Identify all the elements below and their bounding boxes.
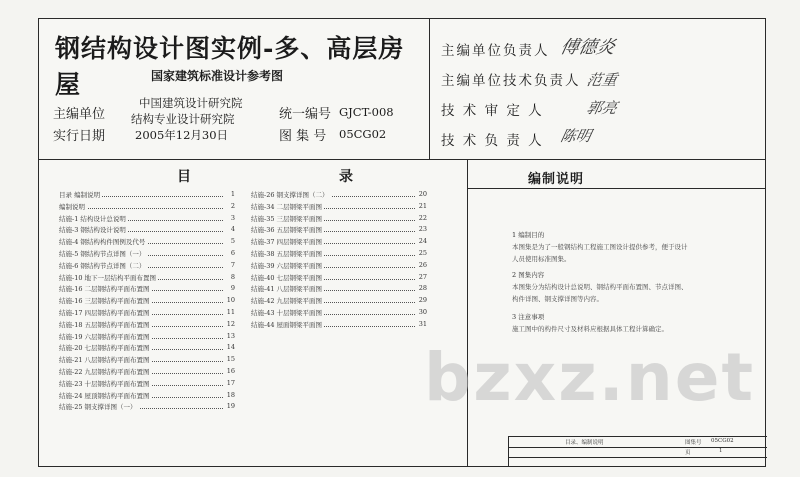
toc-entry-label: 结施-4 钢结构构件图例及代号 — [59, 238, 146, 247]
toc-entry-label: 结施-42 九层钢梁平面图 — [251, 297, 323, 306]
title-panel — [39, 19, 430, 159]
toc-entry-label: 目录 编制说明 — [59, 191, 101, 199]
toc-entry-label: 结施-36 五层钢梁平面图 — [251, 226, 323, 235]
toc-entry-page: 18 — [226, 390, 235, 399]
section-heading: 1 编制目的 — [512, 231, 545, 239]
toc-entry-page: 3 — [230, 213, 235, 222]
section-heading: 2 图集内容 — [512, 271, 545, 279]
toc-entry — [251, 284, 427, 296]
toc-entry-label: 结施-38 五层钢梁平面图 — [251, 249, 323, 258]
toc-entry — [59, 320, 235, 332]
explanation-panel — [467, 160, 766, 466]
toc-entry-page: 25 — [418, 248, 427, 257]
toc-entry-label: 结施-44 屋面钢梁平面图 — [251, 320, 323, 329]
toc-entry — [251, 261, 427, 273]
toc-entry — [59, 296, 235, 308]
toc-entry-page: 29 — [418, 296, 427, 305]
toc-entry — [251, 320, 427, 332]
toc-entry — [59, 379, 235, 391]
toc-entry — [59, 261, 235, 273]
toc-entry — [251, 273, 427, 285]
toc-left-column — [59, 190, 235, 414]
toc-entry-label: 结施-37 四层钢梁平面图 — [251, 238, 323, 247]
atlas-subtitle: 国家建筑标准设计参考图 — [151, 69, 284, 83]
divider — [468, 188, 766, 189]
toc-entry-page: 8 — [230, 272, 235, 281]
toc-entry — [59, 225, 235, 237]
signature: 傅德炎 — [558, 37, 617, 58]
toc-entry-label: 结施-1 结构设计总说明 — [59, 214, 126, 223]
toc-entry-page: 4 — [230, 225, 235, 234]
toc-entry-label: 结施-26 钢支撑详图（二） — [251, 191, 329, 199]
section-text: 本图集是为了一般钢结构工程施工图设计提供参考，便于设计人员使用标准图集。 — [512, 243, 688, 263]
toc-entry-page: 11 — [226, 307, 235, 316]
toc-entry-page: 12 — [226, 319, 235, 328]
toc-entry-page: 19 — [226, 402, 235, 411]
toc-entry-page: 20 — [418, 190, 427, 198]
date-label: 实行日期 — [53, 129, 106, 144]
toc-entry-label: 结施-43 十层钢梁平面图 — [251, 308, 323, 317]
atlas-no-value: 05CG02 — [339, 127, 387, 141]
toc-entry — [251, 308, 427, 320]
explanation-title: 编制说明 — [528, 172, 585, 187]
sheet-name: 目录、编制说明 — [565, 440, 604, 446]
toc-entry-page: 7 — [230, 260, 235, 269]
toc-entry-page: 5 — [230, 237, 235, 246]
toc-entry — [59, 284, 235, 296]
date-value: 2005年12月30日 — [135, 128, 229, 142]
toc-entry-label: 结施-21 八层钢结构平面布置图 — [59, 356, 150, 365]
editor-label: 主编单位 — [53, 107, 106, 122]
editor-org-2: 结构专业设计研究院 — [131, 112, 235, 126]
toc-entry-page: 28 — [418, 284, 427, 293]
toc-entry — [59, 355, 235, 367]
toc-entry-page: 22 — [418, 213, 427, 222]
atlas-value: 05CG02 — [711, 438, 734, 444]
toc-entry-label: 结施-34 二层钢梁平面图 — [251, 202, 323, 211]
title-block — [508, 436, 767, 467]
toc-entry — [251, 214, 427, 226]
toc-entry-label: 结施-10 地下一层结构平面布置图 — [59, 273, 157, 282]
section-text: 施工图中的构件尺寸及材料应根据具体工程计算确定。 — [512, 325, 668, 333]
toc-entry-page: 21 — [418, 201, 427, 210]
signature-panel — [429, 19, 765, 159]
toc-entry — [59, 391, 235, 403]
toc-right-column — [251, 190, 427, 332]
toc-entry-page: 17 — [226, 378, 235, 387]
section-heading: 3 注意事项 — [512, 313, 545, 321]
divider — [509, 457, 767, 458]
toc-entry-page: 24 — [418, 237, 427, 246]
toc-entry-page: 13 — [226, 331, 235, 340]
toc-entry-page: 10 — [226, 296, 235, 305]
toc-entry — [59, 190, 235, 202]
atlas-no-label: 图 集 号 — [279, 129, 327, 144]
toc-entry-label: 结施-19 六层钢结构平面布置图 — [59, 332, 150, 341]
toc-entry-label: 编制说明 — [59, 202, 85, 211]
toc-entry-page: 26 — [418, 260, 427, 269]
section-text: 本图集分为结构设计总说明、钢结构平面布置图、节点详图、构件详图、钢支撑详图等内容。 — [512, 283, 688, 303]
signature: 陈明 — [558, 127, 593, 145]
toc-entry-label: 结施-41 八层钢梁平面图 — [251, 285, 323, 294]
unified-no-value: GJCT-008 — [339, 105, 394, 119]
signature: 郭亮 — [584, 99, 619, 117]
toc-entry-label: 结施-40 七层钢梁平面图 — [251, 273, 323, 282]
signatory-role: 主编单位负责人 — [441, 43, 550, 59]
toc-entry — [59, 214, 235, 226]
toc-entry — [251, 202, 427, 214]
toc-entry-page: 16 — [226, 366, 235, 375]
toc-entry — [59, 249, 235, 261]
toc-entry — [59, 237, 235, 249]
toc-entry-page: 31 — [418, 319, 427, 328]
toc-entry — [59, 202, 235, 214]
toc-entry — [59, 308, 235, 320]
editor-org-1: 中国建筑设计研究院 — [139, 96, 243, 110]
toc-entry-label: 结施-24 屋顶钢结构平面布置图 — [59, 391, 150, 400]
toc-entry-label: 结施-6 钢结构节点详图（二） — [59, 261, 146, 270]
toc-entry-label: 结施-3 钢结构设计说明 — [59, 226, 126, 235]
toc-entry — [59, 367, 235, 379]
toc-entry-page: 23 — [418, 225, 427, 234]
toc-entry-label: 结施-18 五层钢结构平面布置图 — [59, 320, 150, 329]
signature: 范重 — [584, 71, 619, 89]
toc-entry — [59, 332, 235, 344]
toc-entry-page: 9 — [230, 284, 235, 293]
toc-entry — [59, 402, 235, 414]
toc-entry-label: 结施-25 钢支撑详图（一） — [59, 403, 137, 412]
toc-entry-label: 结施-17 四层钢结构平面布置图 — [59, 308, 150, 317]
toc-entry-label: 结施-39 六层钢梁平面图 — [251, 261, 323, 270]
toc-entry-label: 结施-5 钢结构节点详图（一） — [59, 249, 146, 258]
toc-entry — [251, 237, 427, 249]
toc-entry — [251, 225, 427, 237]
toc-entry-page: 30 — [418, 307, 427, 316]
cover-header — [39, 19, 765, 160]
toc-entry — [251, 190, 427, 202]
toc-entry-label: 结施-20 七层钢结构平面布置图 — [59, 344, 150, 353]
signatory-role: 技 术 审 定 人 — [441, 103, 544, 119]
toc-entry-label: 结施-16 三层钢结构平面布置图 — [59, 297, 150, 306]
toc-entry-page: 2 — [230, 201, 235, 210]
toc-entry-label: 结施-22 九层钢结构平面布置图 — [59, 367, 150, 376]
toc-entry — [251, 296, 427, 308]
atlas-label: 图集号 — [685, 440, 702, 446]
table-of-contents — [39, 160, 467, 466]
toc-heading-right: 录 — [339, 169, 355, 185]
page-label: 页 — [685, 450, 691, 456]
toc-entry-page: 15 — [226, 355, 235, 364]
toc-entry-page: 27 — [418, 272, 427, 281]
page-value: 1 — [719, 448, 723, 454]
toc-entry — [251, 249, 427, 261]
toc-heading-left: 目 — [177, 169, 193, 185]
toc-entry-page: 1 — [230, 190, 235, 198]
signatory-role: 技 术 负 责 人 — [441, 133, 544, 149]
toc-entry-page: 6 — [230, 248, 235, 257]
toc-entry-label: 结施-16 二层钢结构平面布置图 — [59, 285, 150, 294]
drawing-sheet — [38, 18, 766, 467]
watermark-text: bzxz.net — [424, 339, 756, 416]
toc-entry-page: 14 — [226, 343, 235, 352]
atlas-title: 钢结构设计图实例-多、高层房屋 — [55, 34, 405, 99]
signatory-role: 主编单位技术负责人 — [441, 73, 581, 89]
toc-entry-label: 结施-35 三层钢梁平面图 — [251, 214, 323, 223]
toc-entry-label: 结施-23 十层钢结构平面布置图 — [59, 379, 150, 388]
unified-no-label: 统一编号 — [279, 107, 332, 122]
toc-entry — [59, 273, 235, 285]
toc-entry — [59, 343, 235, 355]
divider — [509, 447, 767, 448]
